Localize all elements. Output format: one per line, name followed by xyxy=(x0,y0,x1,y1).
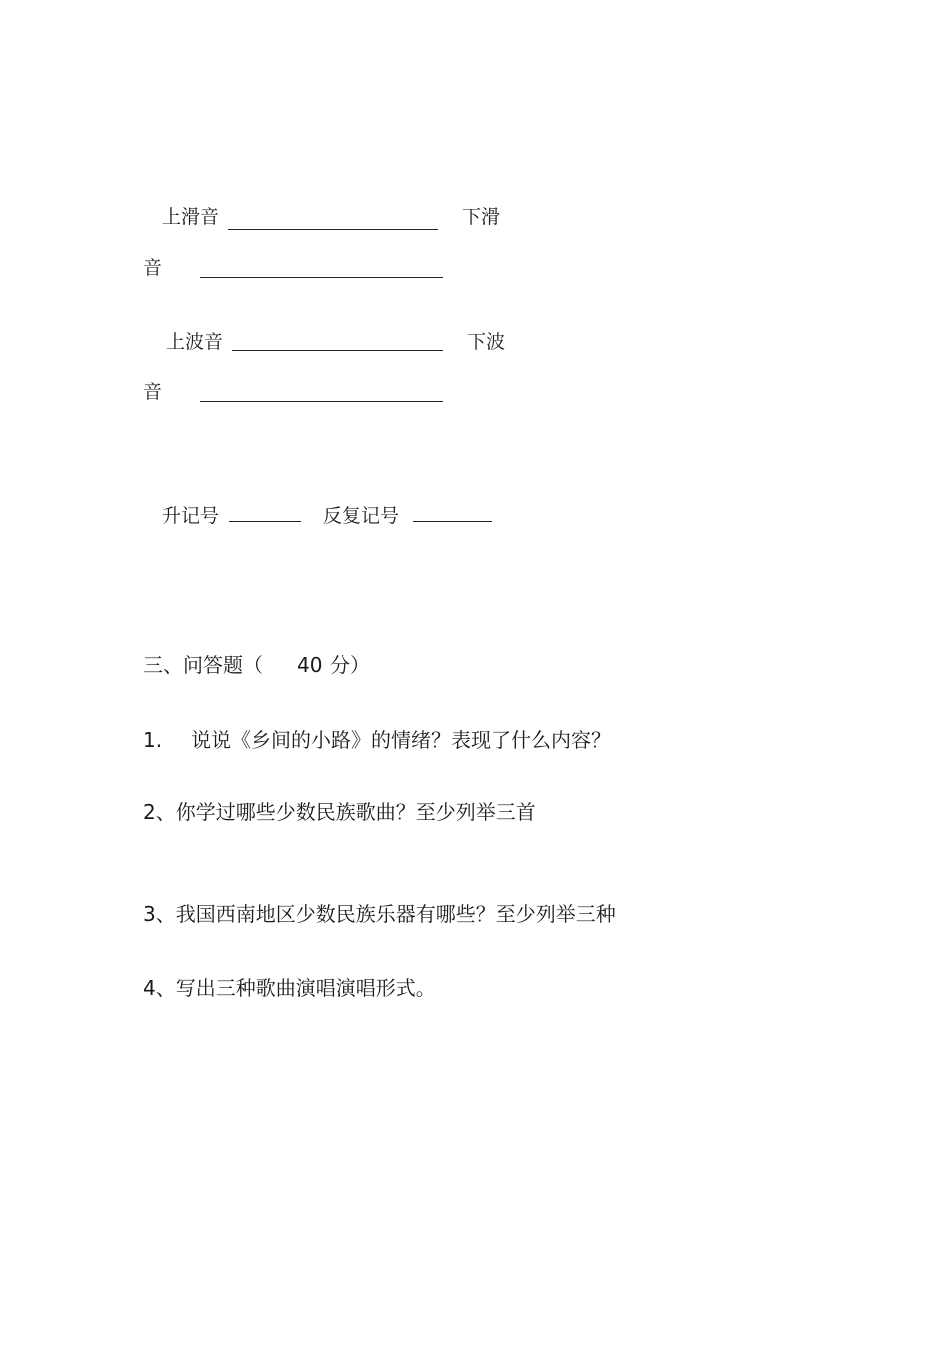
question-2-text: 2、你学过哪些少数民族歌曲？至少列举三首 xyxy=(143,800,536,824)
section3-score: 40 xyxy=(297,653,323,677)
lower-mordent-blank[interactable] xyxy=(200,401,443,402)
upper-mordent-label: 上波音 xyxy=(166,331,224,353)
lower-mordent-label: 下波 xyxy=(467,331,506,353)
upper-glide-blank[interactable] xyxy=(228,229,438,230)
repeat-blank[interactable] xyxy=(413,521,492,522)
section3-heading: 三、问答题（ xyxy=(143,653,263,677)
question-3-text: 3、我国西南地区少数民族乐器有哪些？至少列举三种 xyxy=(143,902,616,926)
lower-glide-label: 下滑 xyxy=(462,206,501,228)
sharp-label: 升记号 xyxy=(162,505,220,527)
question-1-text: 说说《乡间的小路》的情绪？表现了什么内容？ xyxy=(191,728,611,752)
upper-mordent-blank[interactable] xyxy=(232,350,443,351)
sharp-blank[interactable] xyxy=(229,521,301,522)
lower-glide-label-wrap: 音 xyxy=(143,257,163,279)
lower-mordent-label-wrap: 音 xyxy=(143,381,163,403)
question-4-text: 4、写出三种歌曲演唱演唱形式。 xyxy=(143,976,436,1000)
question-1-number: 1. xyxy=(143,728,163,752)
section3-heading-end: 分） xyxy=(330,653,370,677)
lower-glide-blank[interactable] xyxy=(200,277,443,278)
upper-glide-label: 上滑音 xyxy=(162,206,220,228)
repeat-label: 反复记号 xyxy=(323,505,400,527)
